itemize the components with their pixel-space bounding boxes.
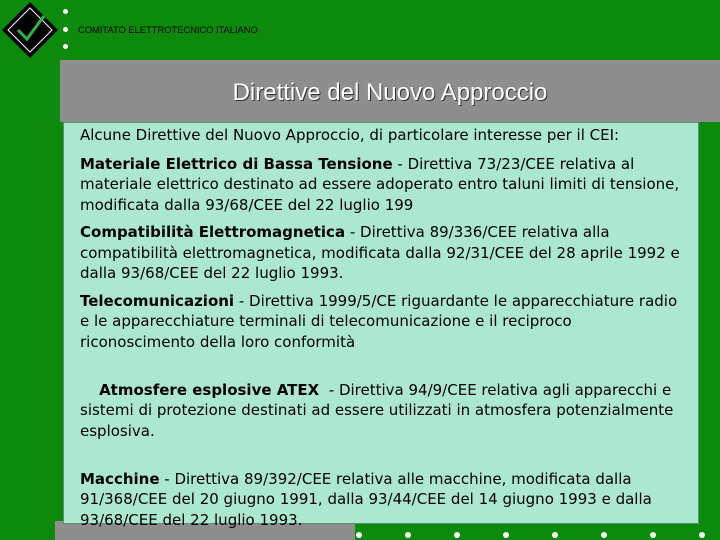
- organization-name: COMITATO ELETTROTECNICO ITALIANO: [78, 25, 258, 36]
- directive-title: Telecomunicazioni: [80, 291, 235, 310]
- directive-title: Macchine: [80, 469, 160, 488]
- directive-title: Atmosfere esplosive ATEX: [99, 380, 320, 399]
- footer-dot-icon: [356, 532, 362, 538]
- footer-dot-icon: [503, 532, 509, 538]
- directive-text: - Direttiva 89/392/CEE relativa alle macchine, modificata dalla 91/368/CEE del 20 giugno 1991, dalla 93/44/CEE del 14 giugno 1993 e dalla 93/68/CEE del 22 luglio 1993.: [80, 469, 652, 529]
- content-panel: [63, 122, 699, 529]
- intro-text: Alcune Direttive del Nuovo Approccio, di particolare interesse per il CEI:: [80, 126, 620, 144]
- directive-item: [80, 469, 690, 531]
- directive-text: - Direttiva 1999/5/CE riguardante le apparecchiature radio e le apparecchiature terminali di telecomunicazione e il reciproco riconoscimento della loro conformità: [80, 291, 678, 351]
- directive-text: - Direttiva 73/23/CEE relativa al materiale elettrico destinato ad essere adoperato entro taluni limiti di tensione, modificata dalla 93/68/CEE del 22 luglio 199: [80, 154, 680, 214]
- directive-item: [80, 154, 690, 216]
- directive-title: Materiale Elettrico di Bassa Tensione: [80, 154, 393, 173]
- header-dot-icon: [63, 9, 68, 14]
- footer-dot-icon: [650, 532, 656, 538]
- title-bar: [60, 60, 720, 122]
- directive-title: Compatibilità Elettromagnetica: [80, 223, 346, 241]
- header-dot-icon: [63, 44, 68, 49]
- header-dot-icon: [63, 27, 68, 32]
- footer-dot-icon: [699, 532, 705, 538]
- directive-text: - Direttiva 94/9/CEE relativa agli apparecchi e sistemi di protezione destinati ad essere utilizzati in atmosfera potenzialmente esplosiva.: [80, 380, 679, 440]
- directive-item: [80, 291, 690, 353]
- diamond-checkmark-icon: [0, 0, 60, 60]
- footer-dot-icon: [552, 532, 558, 538]
- footer-dot-icon: [601, 532, 607, 538]
- page-title: Direttive del Nuovo Approccio: [232, 78, 548, 106]
- footer-dot-icon: [454, 532, 460, 538]
- directive-item: [80, 222, 690, 284]
- directive-item: [80, 359, 690, 462]
- footer-dot-icon: [405, 532, 411, 538]
- directive-text: - Direttiva 89/336/CEE relativa alla compatibilità elettromagnetica, modificata dalla 92/31/CEE del 28 aprile 1992 e dalla 93/68/CEE del 22 luglio 1993.: [80, 223, 680, 282]
